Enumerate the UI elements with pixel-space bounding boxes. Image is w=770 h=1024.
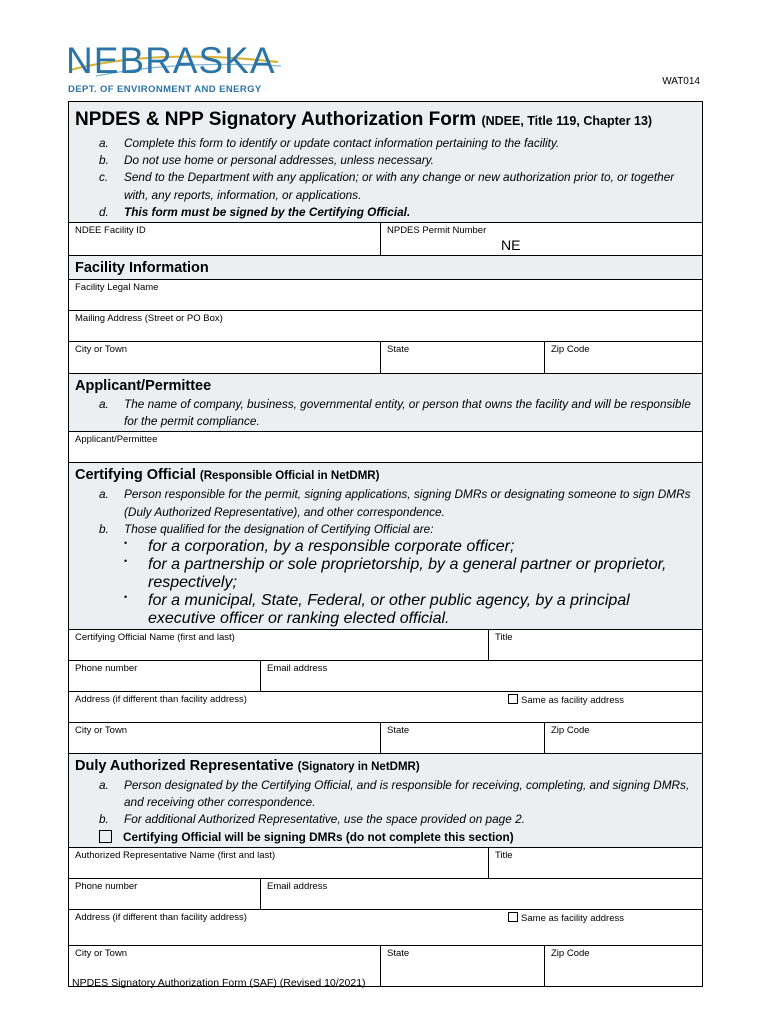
dar-address-label: Address (if different than facility address) (75, 911, 247, 923)
bullet-icon: • (124, 556, 128, 567)
logo-department: DEPT. OF ENVIRONMENT AND ENERGY (68, 84, 262, 95)
instruction-letter: a. (99, 136, 109, 150)
facility-state-field[interactable] (381, 342, 545, 373)
dar-state-label: State (387, 947, 410, 959)
qualification-list (75, 538, 696, 628)
dar-same-address-label: Same as facility address (521, 912, 624, 924)
certifying-title-field[interactable] (489, 630, 702, 660)
dar-email-field[interactable] (261, 879, 702, 909)
dar-title-sub: (Signatory in NetDMR) (297, 761, 420, 774)
facility-name-row (69, 280, 702, 311)
certifying-note (99, 521, 696, 538)
signatory-form (68, 101, 703, 987)
qualification-text: for a corporation, by a responsible corporate officer; (148, 538, 515, 556)
certifying-address-row (69, 692, 702, 723)
applicant-note-text: The name of company, business, governmental entity, or person that owns the facility and will be responsible for the permit compliance. (124, 397, 691, 429)
certifying-section-title (75, 465, 696, 486)
facility-zip-label: Zip Code (551, 344, 590, 356)
facility-city-row (69, 342, 702, 374)
permit-number-field[interactable] (381, 223, 702, 255)
applicant-section-title: Applicant/Permittee (75, 378, 212, 395)
instruction-text: Do not use home or personal addresses, unless necessary. (124, 153, 434, 168)
certifying-section-header (69, 463, 702, 630)
facility-section-title: Facility Information (75, 260, 209, 277)
facility-section-header (69, 256, 702, 280)
instruction-item (99, 204, 696, 221)
dar-phone-field[interactable] (69, 879, 261, 909)
certifying-address-field[interactable] (69, 692, 702, 722)
certifying-city-row (69, 723, 702, 754)
certifying-address-label: Address (if different than facility address) (75, 694, 247, 706)
dar-section-header (69, 754, 702, 848)
dar-note-text: For additional Authorized Representative, use the space provided on page 2. (124, 812, 525, 827)
page-title (75, 104, 696, 135)
certifying-zip-label: Zip Code (551, 725, 590, 737)
instruction-text: Complete this form to identify or update contact information pertaining to the facility. (124, 136, 560, 150)
certifying-contact-row (69, 661, 702, 692)
permit-number-label: NPDES Permit Number (387, 225, 487, 237)
title-section (69, 102, 702, 223)
certifying-city-field[interactable] (69, 723, 381, 753)
certifying-note-text: Those qualified for the designation of Certifying Official are: (124, 521, 434, 536)
form-code: WAT014 (662, 76, 700, 87)
bullet-icon: • (124, 538, 128, 549)
dar-notes (75, 777, 696, 829)
checkbox-icon[interactable] (508, 694, 518, 704)
dar-note (99, 811, 696, 828)
ids-row (69, 223, 702, 256)
checkbox-icon[interactable] (99, 830, 112, 843)
title-main: NPDES & NPP Signatory Authorization Form (75, 109, 477, 130)
facility-mailing-label: Mailing Address (Street or PO Box) (75, 313, 223, 325)
certifying-note-letter: a. (99, 487, 109, 502)
certifying-state-label: State (387, 725, 410, 737)
dar-city-label: City or Town (75, 947, 128, 959)
facility-city-field[interactable] (69, 342, 381, 373)
facility-id-field[interactable] (69, 223, 381, 255)
dar-skip-option[interactable] (75, 829, 696, 846)
certifying-name-label: Certifying Official Name (first and last) (75, 632, 235, 644)
checkbox-icon[interactable] (508, 912, 518, 922)
title-sub: (NDEE, Title 119, Chapter 13) (481, 114, 653, 128)
permit-prefix: NE (501, 237, 521, 254)
certifying-email-label: Email address (267, 663, 328, 675)
dar-name-row (69, 848, 702, 879)
applicant-notes (75, 396, 696, 430)
ndee-logo (66, 40, 286, 98)
certifying-email-field[interactable] (261, 661, 702, 691)
instruction-text: This form must be signed by the Certifying Official. (124, 204, 411, 219)
qualification-text: for a municipal, State, Federal, or other public agency, by a principal executive officer or ranking elected official. (148, 592, 630, 628)
instruction-letter: c. (99, 170, 109, 185)
instruction-list (75, 135, 696, 221)
applicant-note (99, 396, 696, 430)
applicant-label: Applicant/Permittee (75, 434, 158, 446)
dar-address-field[interactable] (69, 910, 702, 945)
certifying-note (99, 486, 696, 520)
applicant-note-letter: a. (99, 397, 109, 412)
instruction-item (99, 135, 696, 152)
qualification-item (124, 592, 696, 628)
instruction-text: Send to the Department with any application; or with any change or new authorization prior to, or together with, any reports, information, or applications. (124, 170, 675, 202)
dar-section-title (75, 756, 696, 777)
applicant-field[interactable] (69, 432, 702, 462)
qualification-item (124, 556, 696, 592)
instruction-letter: d. (99, 204, 109, 219)
dar-note-letter: a. (99, 778, 109, 793)
instruction-letter: b. (99, 153, 109, 168)
certifying-note-text: Person responsible for the permit, signing applications, signing DMRs or designating someone to sign DMRs (Duly Authorized Representative), and other correspondence. (124, 487, 691, 519)
certifying-phone-field[interactable] (69, 661, 261, 691)
certifying-zip-field[interactable] (545, 723, 702, 753)
certifying-title-label: Title (495, 632, 513, 644)
dar-state-field[interactable] (381, 946, 545, 986)
facility-legal-name-field[interactable] (69, 280, 702, 310)
dar-address-row (69, 910, 702, 946)
certifying-same-address-label: Same as facility address (521, 695, 624, 707)
facility-id-label: NDEE Facility ID (75, 225, 146, 237)
dar-title-label: Title (495, 849, 513, 861)
dar-title-field[interactable] (489, 848, 702, 878)
dar-zip-field[interactable] (545, 946, 702, 986)
logo-wordmark: NEBRASKA (66, 40, 276, 81)
instruction-item (99, 152, 696, 169)
certifying-note-letter: b. (99, 521, 109, 536)
dar-name-label: Authorized Representative Name (first and last) (75, 849, 276, 861)
applicant-row (69, 432, 702, 463)
certifying-name-row (69, 630, 702, 661)
facility-legal-name-label: Facility Legal Name (75, 282, 159, 294)
qualification-text: for a partnership or sole proprietorship, by a general partner or proprietor, respectively; (148, 556, 667, 592)
dar-same-address-option[interactable] (508, 912, 624, 924)
dar-note (99, 777, 696, 811)
certifying-name-field[interactable] (69, 630, 489, 660)
facility-city-label: City or Town (75, 344, 128, 356)
dar-note-letter: b. (99, 812, 109, 827)
facility-mailing-field[interactable] (69, 311, 702, 341)
dar-title-main: Duly Authorized Representative (75, 758, 294, 775)
qualification-item (124, 538, 696, 556)
page-footer: NPDES Signatory Authorization Form (SAF) (Revised 10/2021) (72, 977, 366, 989)
dar-name-field[interactable] (69, 848, 489, 878)
certifying-title-sub: (Responsible Official in NetDMR) (199, 470, 380, 483)
dar-note-text: Person designated by the Certifying Official, and is responsible for receiving, completing, and signing DMRs, and receiving other correspondence. (124, 778, 690, 810)
applicant-section-header (69, 374, 702, 432)
facility-state-label: State (387, 344, 410, 356)
certifying-city-label: City or Town (75, 725, 128, 737)
certifying-same-address-option[interactable] (508, 694, 624, 706)
dar-email-label: Email address (267, 880, 328, 892)
facility-zip-field[interactable] (545, 342, 702, 373)
facility-mailing-row (69, 311, 702, 342)
certifying-state-field[interactable] (381, 723, 545, 753)
dar-skip-label: Certifying Official will be signing DMRs (do not complete this section) (123, 829, 514, 844)
bullet-icon: • (124, 592, 128, 603)
dar-zip-label: Zip Code (551, 947, 590, 959)
dar-phone-label: Phone number (75, 880, 138, 892)
certifying-title-main: Certifying Official (75, 467, 196, 484)
certifying-phone-label: Phone number (75, 663, 138, 675)
instruction-item (99, 169, 696, 203)
dar-contact-row (69, 879, 702, 910)
certifying-notes (75, 486, 696, 538)
